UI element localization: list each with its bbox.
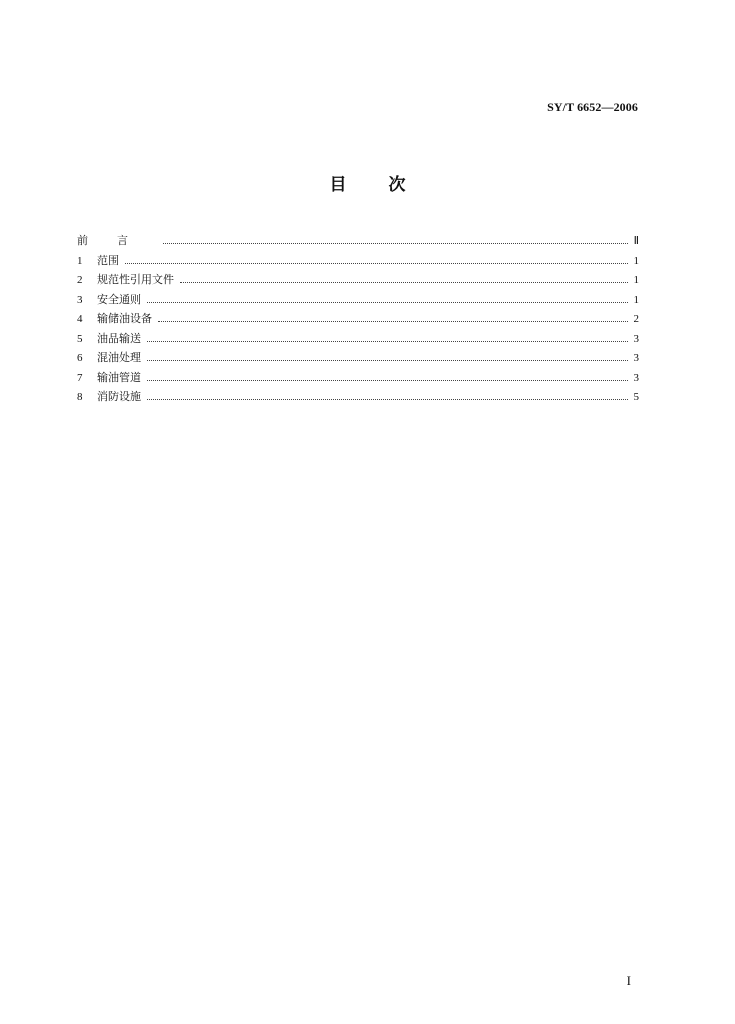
toc-entry-preface[interactable]: [77, 231, 639, 251]
toc-leader-dots: [147, 341, 628, 342]
toc-entry-page: 1: [633, 293, 639, 306]
toc-entry-page: 3: [633, 371, 639, 384]
toc-entry-title: 输油管道: [97, 370, 141, 384]
toc-entry-title: 规范性引用文件: [97, 273, 174, 286]
toc-entry-number: 2: [77, 274, 83, 286]
table-of-contents: [77, 231, 639, 407]
toc-leader-dots: [163, 243, 628, 244]
toc-entry-page: 1: [633, 254, 639, 267]
toc-entry[interactable]: [77, 387, 639, 407]
toc-entry-title: 范围: [97, 253, 119, 267]
toc-entry-page: 3: [633, 332, 639, 345]
toc-entry-title: 前言: [77, 234, 157, 247]
toc-leader-dots: [147, 380, 628, 381]
toc-entry[interactable]: [77, 368, 639, 388]
toc-entry-number: 7: [77, 371, 83, 384]
toc-heading-part2: 次: [388, 175, 406, 195]
toc-entry-number: 8: [77, 391, 83, 403]
toc-heading-part1: 目: [329, 175, 347, 195]
toc-entry-number: 1: [77, 254, 83, 267]
page-number: I: [626, 973, 631, 988]
toc-entry-title: 输储油设备: [97, 312, 152, 325]
toc-leader-dots: [147, 360, 628, 361]
toc-entry[interactable]: [77, 290, 639, 310]
toc-entry-title: 油品输送: [97, 331, 141, 345]
toc-heading: [0, 170, 735, 195]
toc-entry-page: 5: [633, 391, 639, 403]
toc-entry-title: 混油处理: [97, 351, 141, 364]
toc-entry-page: 2: [633, 313, 639, 325]
toc-entry-page: 1: [633, 274, 639, 286]
toc-leader-dots: [158, 321, 628, 322]
toc-entry[interactable]: [77, 270, 639, 290]
toc-entry[interactable]: [77, 251, 639, 271]
toc-entry-title: 消防设施: [97, 390, 141, 403]
toc-entry[interactable]: [77, 348, 639, 368]
toc-entry-number: 5: [77, 332, 83, 345]
toc-entry-page: 3: [633, 352, 639, 364]
toc-leader-dots: [125, 263, 628, 264]
toc-entry[interactable]: [77, 329, 639, 349]
toc-leader-dots: [147, 302, 628, 303]
toc-entry-number: 6: [77, 352, 83, 364]
toc-entry-number: 4: [77, 313, 83, 325]
toc-entry-number: 3: [77, 293, 83, 306]
toc-leader-dots: [180, 282, 628, 283]
toc-entry-title: 安全通则: [97, 292, 141, 306]
standard-code: SY/T 6652—2006: [547, 100, 638, 114]
toc-entry[interactable]: [77, 309, 639, 329]
toc-leader-dots: [147, 399, 628, 400]
toc-entry-page: Ⅱ: [633, 235, 639, 247]
